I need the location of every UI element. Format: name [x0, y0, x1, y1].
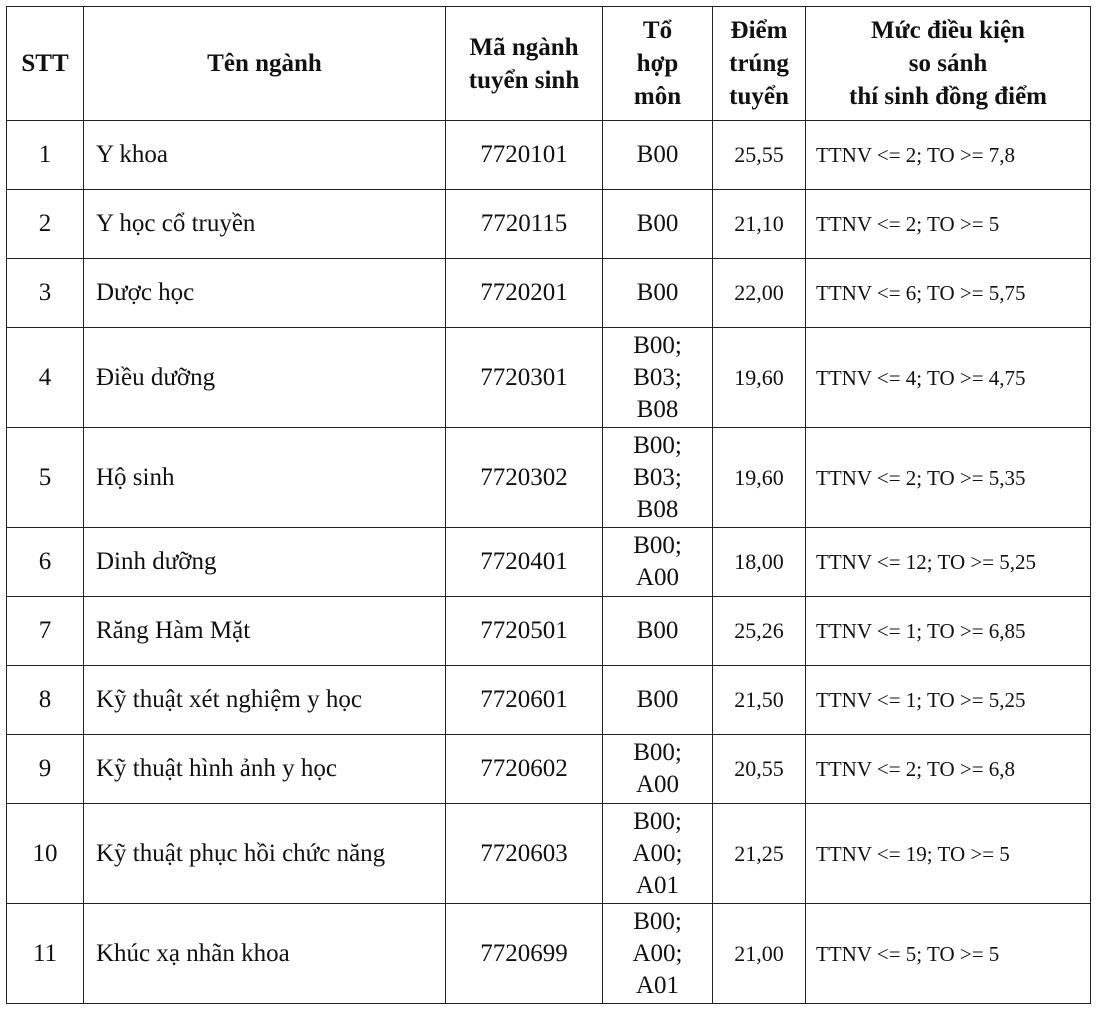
- cell-major-name: Kỹ thuật xét nghiệm y học: [84, 666, 446, 735]
- subject-combination-code: B00;: [633, 807, 682, 835]
- header-combo: [603, 7, 713, 121]
- subject-combination-code: B00: [636, 686, 679, 713]
- cell-stt: 6: [7, 528, 84, 597]
- cell-tiebreak-condition: TTNV <= 19; TO >= 5: [806, 804, 1091, 904]
- header-code-line: Mã ngành: [469, 33, 579, 61]
- cell-major-code: 7720601: [446, 666, 603, 735]
- cell-tiebreak-condition: TTNV <= 1; TO >= 5,25: [806, 666, 1091, 735]
- subject-combination-code: B03;: [633, 463, 682, 491]
- admission-scores-table: [6, 6, 1091, 1004]
- subject-combination-code: A01: [635, 871, 680, 899]
- header-name-line: Tên ngành: [207, 50, 322, 77]
- cell-stt: 8: [7, 666, 84, 735]
- table-body: [7, 121, 1091, 1004]
- cell-major-name: Kỹ thuật phục hồi chức năng: [84, 804, 446, 904]
- cell-major-name: Hộ sinh: [84, 428, 446, 528]
- cell-major-code: 7720101: [446, 121, 603, 190]
- cell-tiebreak-condition: TTNV <= 2; TO >= 6,8: [806, 735, 1091, 804]
- header-condition-line: Mức điều kiện: [871, 17, 1025, 44]
- cell-major-name: Y học cổ truyền: [84, 190, 446, 259]
- cell-stt: 5: [7, 428, 84, 528]
- header-score: [713, 7, 806, 121]
- cell-subject-combination: [603, 428, 713, 528]
- header-condition: [806, 7, 1091, 121]
- cell-major-name: Điều dưỡng: [84, 328, 446, 428]
- cell-major-code: 7720401: [446, 528, 603, 597]
- cell-subject-combination: [603, 666, 713, 735]
- cell-subject-combination: [603, 735, 713, 804]
- cell-admission-score: 21,00: [713, 904, 806, 1004]
- cell-subject-combination: [603, 597, 713, 666]
- header-combo-line: môn: [633, 83, 682, 110]
- header-score-line: tuyển: [729, 83, 789, 110]
- cell-admission-score: 21,50: [713, 666, 806, 735]
- cell-stt: 11: [7, 904, 84, 1004]
- table-row: [7, 804, 1091, 904]
- cell-stt: 1: [7, 121, 84, 190]
- subject-combination-code: B00: [636, 141, 679, 168]
- subject-combination-code: A00;: [632, 939, 683, 967]
- cell-stt: 10: [7, 804, 84, 904]
- cell-stt: 9: [7, 735, 84, 804]
- cell-major-name: Dinh dưỡng: [84, 528, 446, 597]
- header-combo-line: Tổ: [642, 17, 673, 44]
- cell-tiebreak-condition: TTNV <= 2; TO >= 7,8: [806, 121, 1091, 190]
- header-condition-line: thí sinh đồng điểm: [849, 83, 1047, 110]
- subject-combination-code: A00: [635, 771, 680, 798]
- header-condition-line: so sánh: [908, 50, 988, 77]
- cell-major-code: 7720301: [446, 328, 603, 428]
- table-row: [7, 328, 1091, 428]
- header-name: [84, 7, 446, 121]
- cell-subject-combination: [603, 528, 713, 597]
- header-code-line: tuyển sinh: [468, 66, 580, 94]
- cell-admission-score: 25,55: [713, 121, 806, 190]
- table-row: [7, 428, 1091, 528]
- table-row: [7, 666, 1091, 735]
- subject-combination-code: B03;: [633, 363, 682, 391]
- cell-stt: 4: [7, 328, 84, 428]
- cell-subject-combination: [603, 259, 713, 328]
- subject-combination-code: B00;: [633, 431, 682, 459]
- cell-major-code: 7720302: [446, 428, 603, 528]
- cell-admission-score: 21,10: [713, 190, 806, 259]
- cell-subject-combination: [603, 804, 713, 904]
- cell-admission-score: 20,55: [713, 735, 806, 804]
- cell-admission-score: 18,00: [713, 528, 806, 597]
- header-combo-line: hợp: [636, 50, 679, 77]
- cell-admission-score: 21,25: [713, 804, 806, 904]
- subject-combination-code: A00;: [632, 839, 683, 867]
- subject-combination-code: B00;: [633, 331, 682, 359]
- cell-major-name: Y khoa: [84, 121, 446, 190]
- header-row: [7, 7, 1091, 121]
- cell-admission-score: 19,60: [713, 428, 806, 528]
- table-row: [7, 121, 1091, 190]
- cell-major-name: Kỹ thuật hình ảnh y học: [84, 735, 446, 804]
- header-code: [446, 7, 603, 121]
- subject-combination-code: B00;: [633, 739, 682, 766]
- header-stt: [7, 7, 84, 121]
- cell-subject-combination: [603, 328, 713, 428]
- table-row: [7, 259, 1091, 328]
- subject-combination-code: B00;: [633, 907, 682, 935]
- cell-major-code: 7720603: [446, 804, 603, 904]
- cell-major-name: Khúc xạ nhãn khoa: [84, 904, 446, 1004]
- cell-tiebreak-condition: TTNV <= 2; TO >= 5: [806, 190, 1091, 259]
- cell-subject-combination: [603, 904, 713, 1004]
- subject-combination-code: A00: [635, 564, 680, 591]
- table-row: [7, 528, 1091, 597]
- cell-major-name: Răng Hàm Mặt: [84, 597, 446, 666]
- header-score-line: trúng: [729, 50, 789, 77]
- cell-admission-score: 22,00: [713, 259, 806, 328]
- cell-stt: 3: [7, 259, 84, 328]
- cell-major-code: 7720699: [446, 904, 603, 1004]
- cell-subject-combination: [603, 190, 713, 259]
- table-row: [7, 190, 1091, 259]
- cell-major-code: 7720501: [446, 597, 603, 666]
- cell-major-code: 7720602: [446, 735, 603, 804]
- subject-combination-code: B00: [636, 279, 679, 306]
- cell-major-code: 7720115: [446, 190, 603, 259]
- cell-major-name: Dược học: [84, 259, 446, 328]
- cell-tiebreak-condition: TTNV <= 6; TO >= 5,75: [806, 259, 1091, 328]
- cell-admission-score: 19,60: [713, 328, 806, 428]
- cell-tiebreak-condition: TTNV <= 2; TO >= 5,35: [806, 428, 1091, 528]
- subject-combination-code: B08: [636, 395, 679, 423]
- header-score-line: Điểm: [730, 17, 788, 44]
- table-row: [7, 735, 1091, 804]
- subject-combination-code: B00: [636, 617, 679, 644]
- cell-stt: 7: [7, 597, 84, 666]
- cell-stt: 2: [7, 190, 84, 259]
- subject-combination-code: A01: [635, 971, 680, 999]
- header-stt-line: STT: [21, 50, 69, 77]
- cell-tiebreak-condition: TTNV <= 4; TO >= 4,75: [806, 328, 1091, 428]
- subject-combination-code: B00: [636, 210, 679, 237]
- cell-subject-combination: [603, 121, 713, 190]
- cell-tiebreak-condition: TTNV <= 1; TO >= 6,85: [806, 597, 1091, 666]
- table-row: [7, 597, 1091, 666]
- cell-major-code: 7720201: [446, 259, 603, 328]
- cell-tiebreak-condition: TTNV <= 5; TO >= 5: [806, 904, 1091, 1004]
- subject-combination-code: B00;: [633, 532, 682, 559]
- cell-tiebreak-condition: TTNV <= 12; TO >= 5,25: [806, 528, 1091, 597]
- cell-admission-score: 25,26: [713, 597, 806, 666]
- table-row: [7, 904, 1091, 1004]
- subject-combination-code: B08: [636, 495, 679, 523]
